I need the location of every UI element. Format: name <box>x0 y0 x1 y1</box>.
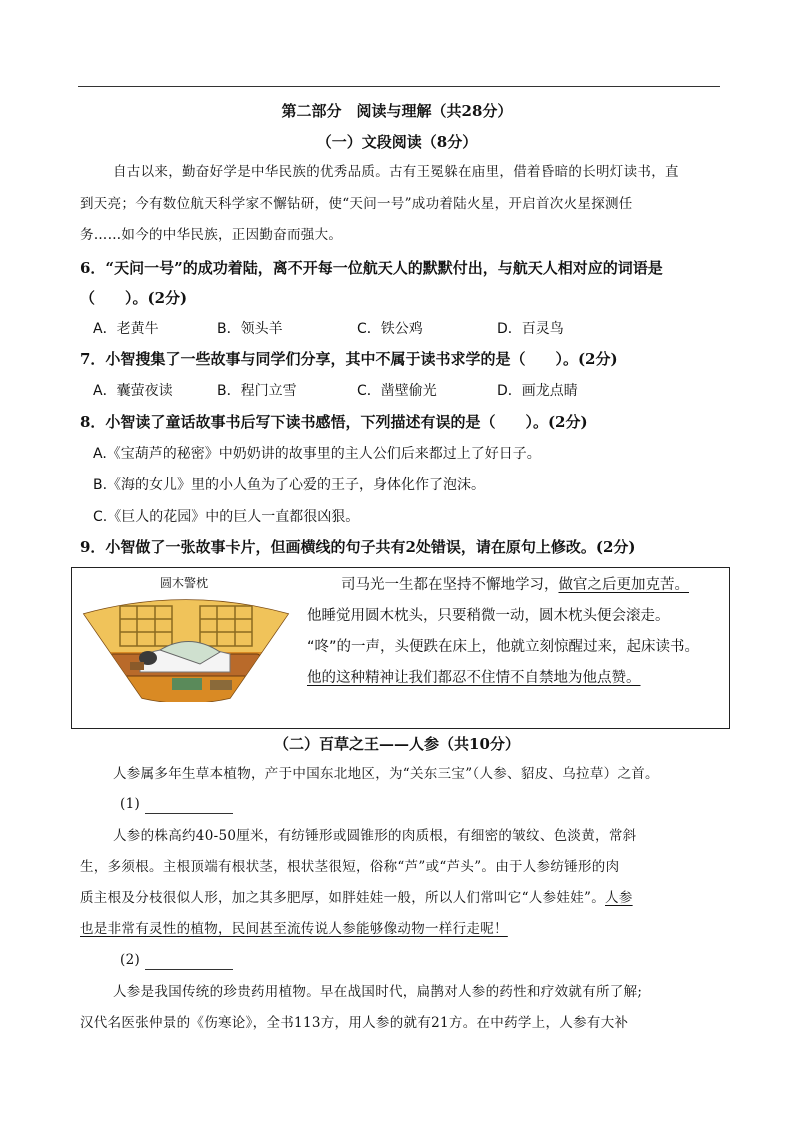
blank-2-answer-line[interactable] <box>145 955 233 970</box>
blank-2 <box>120 950 233 970</box>
passage1-line-2: 到天亮；今有数位航天科学家不懈钻研，使“天问一号”成功着陆火星，开启首次火星探测任 <box>80 196 633 212</box>
q7-option-c[interactable]: C．凿壁偷光 <box>357 383 437 399</box>
q8-option-c[interactable]: C.《巨人的花园》中的巨人一直都很凶狠。 <box>93 509 360 525</box>
passage2-p2-line-1: 人参的株高约40-50厘米，有纺锤形或圆锥形的肉质根，有细密的皱纹、色淡黄，常斜 <box>113 828 637 844</box>
q6-option-b[interactable]: B．领头羊 <box>217 321 283 337</box>
q9-stem: 9．小智做了一张故事卡片，但画横线的句子共有2处错误，请在原句上修改。(2分) <box>80 538 636 556</box>
passage2-intro: 人参属多年生草本植物，产于中国东北地区，为“关东三宝”（人参、貂皮、乌拉草）之首。 <box>113 766 659 782</box>
q8-option-a[interactable]: A.《宝葫芦的秘密》中奶奶讲的故事里的主人公们后来都过上了好日子。 <box>93 446 541 462</box>
blank-1-answer-line[interactable] <box>145 799 233 814</box>
passage2-underlined-a: 人参 <box>605 890 633 906</box>
q7-option-d[interactable]: D．画龙点睛 <box>497 383 578 399</box>
underlined-sentence-2[interactable]: 他的这种精神让我们都忍不住情不自禁地为他点赞。 <box>307 670 641 686</box>
card-line-2: 他睡觉用圆木枕头，只要稍微一动，圆木枕头便会滚走。 <box>307 608 670 624</box>
q7-option-a[interactable]: A．囊萤夜读 <box>93 383 173 399</box>
q7-options <box>93 380 693 400</box>
blank-1 <box>120 794 233 814</box>
q8-stem: 8．小智读了童话故事书后写下读书感悟，下列描述有误的是（ ）。(2分) <box>80 413 588 431</box>
top-rule <box>78 86 720 87</box>
passage2-p2-line-3-text: 质主根及分枝很似人形，加之其多肥厚，如胖娃娃一般，所以人们常叫它“人参娃娃”。 <box>80 890 606 906</box>
q8-option-b[interactable]: B.《海的女儿》里的小人鱼为了心爱的王子，身体化作了泡沫。 <box>93 477 486 493</box>
passage2-p2-line-3 <box>80 888 730 908</box>
card-line-3: “咚”的一声，头便跌在床上，他就立刻惊醒过来，起床读书。 <box>307 639 700 655</box>
passage1-line-3: 务……如今的中华民族，正因勤奋而强大。 <box>80 227 343 243</box>
passage1-line-1: 自古以来，勤奋好学是中华民族的优秀品质。古有王冕躲在庙里，借着昏暗的长明灯读书，直 <box>113 164 679 180</box>
q6-option-c[interactable]: C．铁公鸡 <box>357 321 423 337</box>
part-title: 第二部分 阅读与理解（共28分） <box>281 102 513 120</box>
passage2-p3-line-2: 汉代名医张仲景的《伤寒论》，全书113方，用人参的就有21方。在中药学上，人参有大补 <box>80 1015 629 1031</box>
passage2-p3-line-1: 人参是我国传统的珍贵药用植物。早在战国时代，扁鹊对人参的药性和疗效就有所了解; <box>113 984 643 1000</box>
passage2-underlined-b: 也是非常有灵性的植物，民间甚至流传说人参能够像动物一样行走呢！ <box>80 921 508 937</box>
blank-1-label: (1) <box>120 796 141 812</box>
card-line-1-plain: 司马光一生都在坚持不懈地学习， <box>341 577 559 593</box>
q6-stem: 6．“天问一号”的成功着陆，离不开每一位航天人的默默付出，与航天人相对应的词语是 <box>80 259 663 277</box>
blank-2-label: (2) <box>120 952 141 968</box>
story-illustration <box>80 592 292 702</box>
q7-option-b[interactable]: B．程门立雪 <box>217 383 297 399</box>
section1-title: （一）文段阅读（8分） <box>316 133 478 151</box>
card-title: 圆木警枕 <box>160 576 209 590</box>
story-card <box>71 567 730 729</box>
q6-options <box>93 318 693 338</box>
section2-title: （二）百草之王——人参（共10分） <box>274 735 520 753</box>
q6-option-d[interactable]: D．百灵鸟 <box>497 321 564 337</box>
q6-option-a[interactable]: A．老黄牛 <box>93 321 159 337</box>
q7-stem: 7．小智搜集了一些故事与同学们分享，其中不属于读书求学的是（ ）。(2分) <box>80 350 618 368</box>
passage2-p2-line-2: 生，多须根。主根顶端有根状茎，根状茎很短，俗称“芦”或“芦头”。由于人参纺锤形的肉 <box>80 859 620 875</box>
q6-stem-2: （ ）。(2分) <box>80 289 188 307</box>
card-line-1 <box>341 573 689 594</box>
underlined-sentence-1[interactable]: 做官之后更加克苦。 <box>558 577 689 593</box>
